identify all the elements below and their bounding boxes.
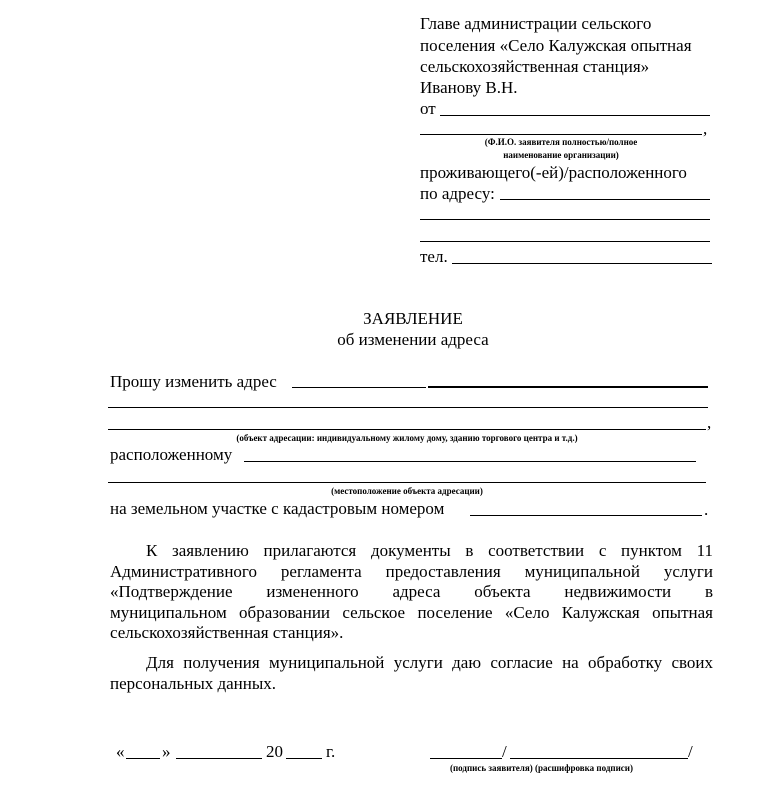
- attachments-paragraph: [110, 541, 713, 644]
- request-comma: ,: [707, 413, 712, 432]
- from-comma: ,: [703, 119, 708, 138]
- paragraph1-line-1: К заявлению прилагаются документы в соответствии с пунктом 11: [146, 541, 713, 560]
- signature-slash-2: /: [688, 742, 693, 761]
- paragraph1-line-5: сельскохозяйственная станция».: [110, 623, 344, 642]
- addressee-line-3: сельскохозяйственная станция»: [420, 57, 650, 76]
- phone-label: тел.: [420, 247, 448, 266]
- from-blank-1[interactable]: [440, 115, 710, 116]
- signature-decode-blank[interactable]: [510, 758, 688, 759]
- location-hint: (местоположение объекта адресации): [331, 486, 483, 496]
- address-label: по адресу:: [420, 184, 495, 203]
- fio-hint-2: наименование организации): [503, 150, 619, 160]
- from-label: от: [420, 99, 436, 118]
- date-year-suffix: г.: [326, 742, 336, 761]
- request-blank-a[interactable]: [292, 387, 426, 388]
- consent-paragraph: [110, 653, 713, 694]
- residing-label: проживающего(-ей)/расположенного: [420, 163, 687, 182]
- request-label: Прошу изменить адрес: [110, 372, 277, 391]
- phone-blank[interactable]: [452, 263, 712, 264]
- paragraph1-line-3: «Подтверждение измененного адреса объекта недвижимости в: [110, 582, 713, 601]
- request-blank-b[interactable]: [428, 386, 708, 388]
- paragraph2-line-2: персональных данных.: [110, 673, 277, 693]
- addressee-line-1: Главе администрации сельского: [420, 14, 652, 33]
- address-blank-1[interactable]: [500, 199, 710, 200]
- signature-hint: (подпись заявителя) (расшифровка подписи): [450, 763, 633, 773]
- addressee-line-2: поселения «Село Калужская опытная: [420, 36, 692, 55]
- document-subtitle: об изменении адреса: [337, 330, 489, 349]
- date-quote-close: »: [162, 742, 171, 761]
- request-blank-3[interactable]: [108, 429, 706, 430]
- from-blank-2[interactable]: [420, 134, 702, 135]
- fio-hint-1: (Ф.И.О. заявителя полностью/полное: [484, 137, 638, 147]
- date-day-blank[interactable]: [126, 758, 160, 759]
- document-title: ЗАЯВЛЕНИЕ: [363, 309, 463, 328]
- cadastral-label: на земельном участке с кадастровым номером: [110, 499, 445, 518]
- address-blank-3[interactable]: [420, 241, 710, 242]
- request-blank-2[interactable]: [108, 407, 708, 408]
- date-year-blank[interactable]: [286, 758, 322, 759]
- addressee-line-4: Иванову В.Н.: [420, 78, 518, 97]
- located-label: расположенному: [110, 445, 233, 464]
- location-blank-1[interactable]: [244, 461, 696, 462]
- paragraph1-line-2: Административного регламента предоставления муниципальной услуги: [110, 561, 713, 581]
- signature-blank[interactable]: [430, 758, 502, 759]
- paragraph2-line-1: Для получения муниципальной услуги даю согласие на обработку своих: [146, 653, 713, 672]
- cadastral-period: .: [704, 500, 709, 519]
- paragraph1-line-4: муниципальном образовании сельское поселение «Село Калужская опытная: [110, 602, 713, 622]
- date-month-blank[interactable]: [176, 758, 262, 759]
- date-year-prefix: 20: [266, 742, 283, 761]
- location-blank-2[interactable]: [108, 482, 706, 483]
- signature-slash-1: /: [502, 742, 507, 761]
- date-quote-open: «: [116, 742, 125, 761]
- cadastral-blank[interactable]: [470, 515, 702, 516]
- object-hint: (объект адресации: индивидуальному жилому дому, зданию торгового центра и т.д.): [236, 433, 578, 443]
- address-blank-2[interactable]: [420, 219, 710, 220]
